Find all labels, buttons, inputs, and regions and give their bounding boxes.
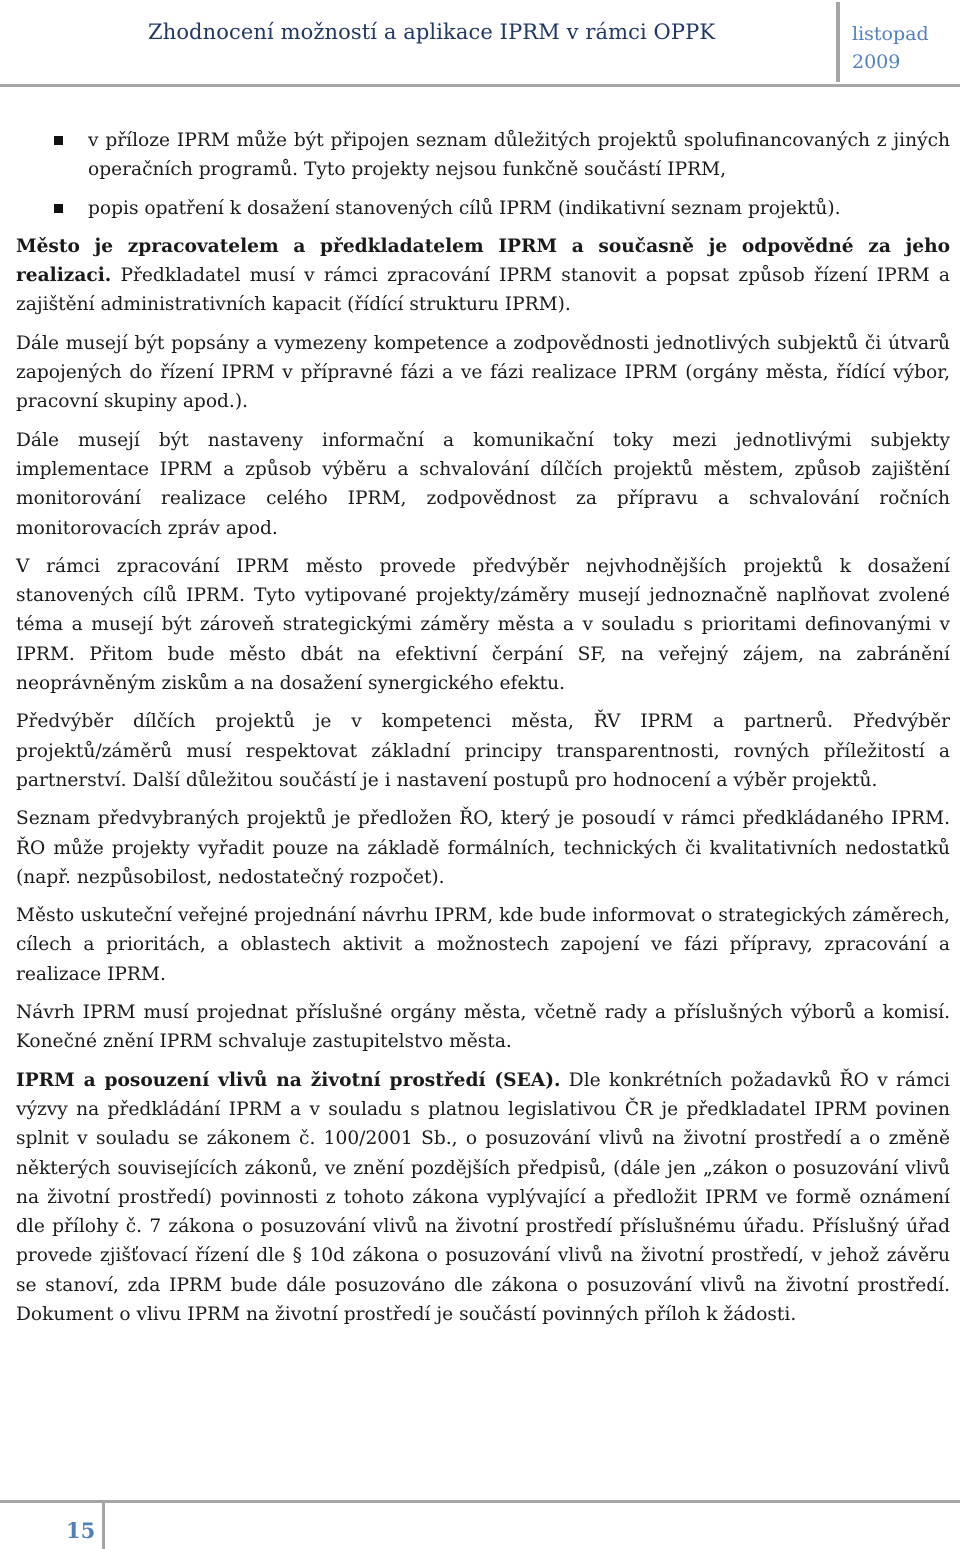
bullet-square-icon — [54, 204, 63, 213]
paragraph: Dále musejí být nastaveny informační a komunikační toky mezi jednotlivými subjekty implementace IPRM a způsob výběru a schvalování dílčích projektů městem, způsob zajištění monitorování realizace celého IPRM, zodpovědnost za přípravu a schvalování ročních monitorovacích zpráv apod. — [16, 429, 950, 539]
document-title: Zhodnocení možností a aplikace IPRM v rámci OPPK — [148, 20, 716, 44]
section-heading-sea: IPRM a posouzení vlivů na životní prostředí (SEA). — [16, 1069, 561, 1091]
header-rule — [0, 84, 960, 87]
header-divider — [836, 2, 840, 82]
paragraph: V rámci zpracování IPRM město provede předvýběr nejvhodnějších projektů k dosažení stanovených cílů IPRM. Tyto vytipované projekty/záměry musejí jednoznačně naplňovat zvolené téma a musejí být zároveň strategickými záměry města a v souladu s prioritami definovanými v IPRM. Přitom bude město dbát na efektivní čerpání SF, na veřejný zájem, na zabránění neoprávněným ziskům a na dosažení synergického efektu. — [16, 555, 950, 695]
footer-divider — [102, 1500, 105, 1549]
paragraph: Předvýběr dílčích projektů je v kompetenci města, ŘV IPRM a partnerů. Předvýběr projektů/záměrů musí respektovat základní principy transparentnosti, rovných příležitostí a partnerství. Další důležitou součástí je i nastavení postupů pro hodnocení a výběr projektů. — [16, 711, 950, 791]
paragraph: Dále musejí být popsány a vymezeny kompetence a zodpovědnosti jednotlivých subjektů či útvarů zapojených do řízení IPRM v přípravné fázi a ve fázi realizace IPRM (orgány města, řídící výbor, pracovní skupiny apod.). — [16, 332, 950, 413]
paragraph — [16, 232, 950, 320]
bullet-list — [16, 126, 950, 223]
list-item — [16, 126, 950, 185]
header-date — [852, 20, 929, 76]
paragraph — [16, 1066, 950, 1330]
list-item — [16, 194, 950, 223]
paragraph: Návrh IPRM musí projednat příslušné orgány města, včetně rady a příslušných výborů a komisí. Konečné znění IPRM schvaluje zastupitelstvo města. — [16, 1002, 950, 1053]
paragraph-text: Předkladatel musí v rámci zpracování IPRM stanovit a popsat způsob řízení IPRM a zajištění administrativních kapacit (řídící strukturu IPRM). — [16, 265, 950, 316]
header-date-year: 2009 — [852, 51, 901, 73]
paragraph-text: Dle konkrétních požadavků ŘO v rámci výzvy na předkládání IPRM a v souladu s platnou legislativou ČR je předkladatel IPRM povinen splnit v souladu se zákonem č. 100/2001 Sb., o posuzování vlivů na životní prostředí a o změně některých souvisejících zákonů, ve znění pozdějších předpisů, (dále jen „zákon o posuzování vlivů na životní prostředí) povinnosti z tohoto zákona vyplývající a předložit IPRM ve formě oznámení dle přílohy č. 7 zákona o posuzování vlivů na životní prostředí příslušnému úřadu. Příslušný úřad provede zjišťovací řízení dle § 10d zákona o posuzování vlivů na životní prostředí, v jehož závěru se stanoví, zda IPRM bude dále posuzováno dle zákona o posuzování vlivů na životní prostředí. Dokument o vlivu IPRM na životní prostředí je součástí povinných příloh k žádosti. — [16, 1069, 950, 1325]
paragraph-bold-lead: Město je zpracovatelem a předkladatelem IPRM a současně je odpovědné za jeho realizaci. — [16, 235, 950, 287]
document-body — [16, 126, 950, 1338]
list-item-text: popis opatření k dosažení stanovených cílů IPRM (indikativní seznam projektů). — [88, 197, 841, 219]
header-date-month: listopad — [852, 23, 929, 45]
list-item-text: v příloze IPRM může být připojen seznam důležitých projektů spolufinancovaných z jiných operačních programů. Tyto projekty nejsou funkčně součástí IPRM, — [88, 130, 950, 181]
bullet-square-icon — [54, 136, 63, 145]
page-header — [0, 0, 960, 86]
page-number: 15 — [66, 1518, 96, 1543]
footer-rule — [0, 1500, 960, 1503]
paragraph: Seznam předvybraných projektů je předložen ŘO, který je posoudí v rámci předkládaného IPRM. ŘO může projekty vyřadit pouze na základě formálních, technických či kvalitativních nedostatků (např. nezpůsobilost, nedostatečný rozpočet). — [16, 808, 950, 888]
paragraph: Město uskuteční veřejné projednání návrhu IPRM, kde bude informovat o strategických záměrech, cílech a prioritách, a oblastech aktivit a možnostech zapojení ve fázi přípravy, zpracování a realizace IPRM. — [16, 905, 950, 985]
